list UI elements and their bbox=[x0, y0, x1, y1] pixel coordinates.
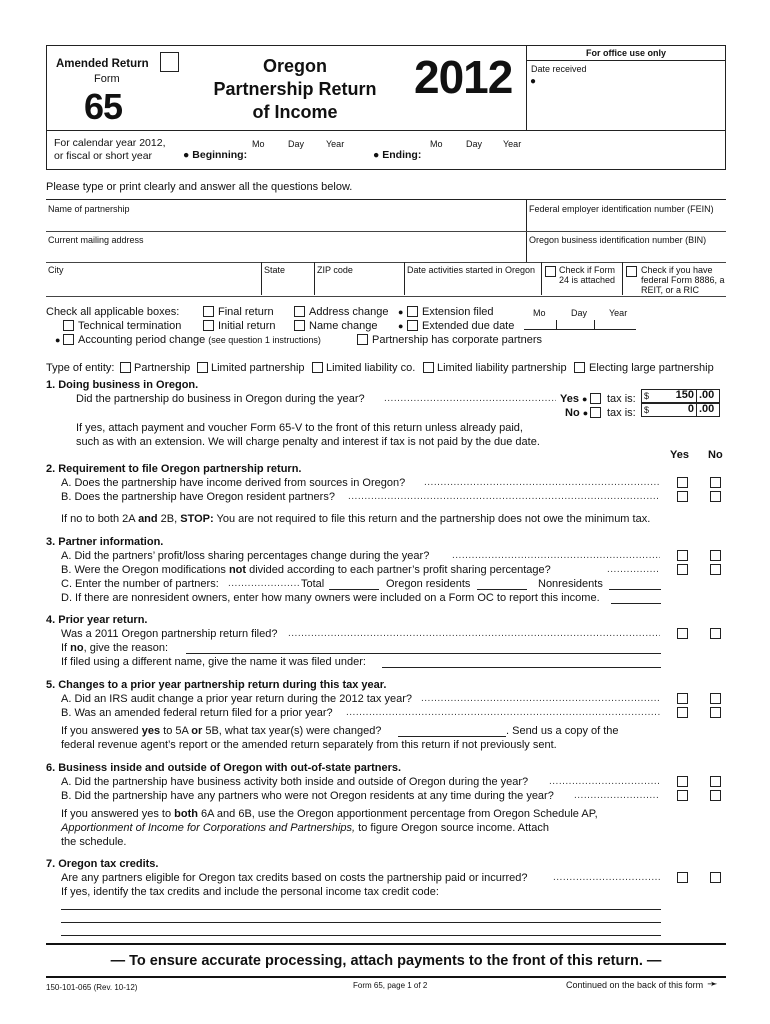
q5-followup-end: . Send us a copy of the bbox=[506, 725, 619, 737]
q7-text: Are any partners eligible for Oregon tax credits based on costs the partnership paid or incurred? bbox=[61, 872, 528, 884]
corporate-partners-checkbox[interactable] bbox=[357, 334, 368, 345]
bin-input[interactable] bbox=[529, 247, 724, 261]
form-number: 65 bbox=[84, 86, 123, 127]
q2b-no-checkbox[interactable] bbox=[710, 491, 721, 502]
q5-years-input[interactable] bbox=[398, 736, 506, 737]
partnership-checkbox[interactable] bbox=[120, 362, 131, 373]
q2-title: 2. Requirement to file Oregon partnership return. bbox=[46, 463, 302, 475]
leader-dots bbox=[228, 578, 300, 589]
q1-text: Did the partnership do business in Oregon during the year? bbox=[76, 393, 365, 405]
q5-title: 5. Changes to a prior year partnership return during this tax year. bbox=[46, 679, 387, 691]
q3c-residents-label: Oregon residents bbox=[386, 578, 471, 590]
q1-tax-yes-amount: 150 bbox=[675, 389, 694, 401]
form24-divider bbox=[622, 262, 623, 295]
limited-partnership-checkbox[interactable] bbox=[197, 362, 208, 373]
q2a-no-checkbox[interactable] bbox=[710, 477, 721, 488]
if-post: , give the reason: bbox=[83, 642, 169, 654]
yes-column-header: Yes bbox=[670, 449, 689, 461]
calendar-line-2: or fiscal or short year bbox=[54, 150, 153, 162]
q4-reason-label bbox=[61, 642, 168, 654]
arrow-right-icon: ➛ bbox=[707, 976, 718, 991]
leader-dots bbox=[384, 393, 556, 404]
end-mo: Mo bbox=[430, 139, 443, 149]
q3d-text: D. If there are nonresident owners, enter how many owners were included on a Form OC to report this income. bbox=[61, 592, 600, 604]
q2b-yes-checkbox[interactable] bbox=[677, 491, 688, 502]
name-change-checkbox[interactable] bbox=[294, 320, 305, 331]
office-rule bbox=[526, 60, 726, 61]
dollar-sign: $ bbox=[644, 391, 650, 401]
cents-divider bbox=[696, 403, 697, 417]
leader-dots bbox=[288, 628, 660, 639]
office-use-label: For office use only bbox=[585, 48, 666, 58]
p1-pre: If you answered yes to bbox=[61, 808, 175, 820]
q2a-text: A. Does the partnership have income derived from sources in Oregon? bbox=[61, 477, 406, 489]
header-divider-h bbox=[46, 130, 726, 131]
fields-bottom-rule bbox=[46, 296, 726, 297]
fein-label: Federal employer identification number (FEIN) bbox=[529, 204, 714, 214]
ans-mid: 5B, what tax year(s) were changed? bbox=[202, 725, 382, 737]
name-input[interactable] bbox=[48, 216, 524, 230]
leader-dots bbox=[452, 550, 660, 561]
address-label: Current mailing address bbox=[48, 235, 144, 245]
date-received-bullet-icon: ● bbox=[530, 76, 537, 87]
q3c-nonresidents-label: Nonresidents bbox=[538, 578, 603, 590]
accounting-change-label bbox=[78, 334, 321, 346]
date-received-label: Date received bbox=[531, 64, 587, 74]
q6a-yes-checkbox[interactable] bbox=[677, 776, 688, 787]
accounting-change-text: Accounting period change bbox=[78, 334, 206, 346]
name-label: Name of partnership bbox=[48, 204, 130, 214]
q7-title: 7. Oregon tax credits. bbox=[46, 858, 159, 870]
state-input[interactable] bbox=[264, 278, 312, 292]
q6b-yes-checkbox[interactable] bbox=[677, 790, 688, 801]
form-code: 150-101-065 (Rev. 10-12) bbox=[46, 983, 138, 992]
technical-termination-label: Technical termination bbox=[78, 320, 182, 332]
technical-termination-checkbox[interactable] bbox=[63, 320, 74, 331]
end-year: Year bbox=[503, 139, 522, 149]
electing-large-label: Electing large partnership bbox=[589, 362, 714, 374]
amended-checkbox[interactable] bbox=[160, 52, 179, 72]
stop-pre: If no to both 2A bbox=[61, 513, 139, 525]
extended-date-input[interactable] bbox=[524, 329, 636, 330]
ending-label bbox=[373, 149, 421, 161]
q2b-text: B. Does the partnership have Oregon resident partners? bbox=[61, 491, 335, 503]
initial-return-checkbox[interactable] bbox=[203, 320, 214, 331]
q1-tax-is-no: tax is: bbox=[607, 407, 636, 419]
q7-credits-line-3[interactable] bbox=[61, 935, 661, 936]
extended-day: Day bbox=[571, 308, 588, 318]
q4-yes-checkbox[interactable] bbox=[677, 628, 688, 639]
city-input[interactable] bbox=[48, 278, 258, 292]
date-started-input[interactable] bbox=[407, 278, 539, 292]
form24-label: Check if Form 24 is attached bbox=[559, 265, 616, 285]
q4-diff-label: If filed using a different name, give the name it was filed under: bbox=[61, 656, 366, 668]
zip-label: ZIP code bbox=[317, 265, 353, 275]
calendar-line-1: For calendar year 2012, bbox=[54, 137, 166, 149]
q3c-total-label: Total bbox=[301, 578, 325, 590]
q7-yes-checkbox[interactable] bbox=[677, 872, 688, 883]
extension-filed-label: Extension filed bbox=[422, 306, 494, 318]
banner-rule-bottom bbox=[46, 976, 726, 978]
electing-large-checkbox[interactable] bbox=[574, 362, 585, 373]
title-line-1: Oregon bbox=[262, 56, 327, 76]
ans-pre: If you answered bbox=[61, 725, 142, 737]
if-bold: no bbox=[70, 642, 84, 654]
instructions-text: Please type or print clearly and answer all the questions below. bbox=[46, 181, 353, 193]
q1-no-checkbox[interactable] bbox=[590, 407, 601, 418]
leader-dots bbox=[607, 564, 660, 575]
address-change-checkbox[interactable] bbox=[294, 306, 305, 317]
stop-mid: 2B, bbox=[157, 513, 181, 525]
page-number: Form 65, page 1 of 2 bbox=[353, 981, 428, 990]
q6-note-2 bbox=[61, 822, 549, 834]
ending-text: Ending: bbox=[382, 149, 422, 161]
extended-due-label: Extended due date bbox=[422, 320, 515, 332]
stop-bold: STOP: bbox=[180, 513, 214, 525]
stop-and: and bbox=[138, 513, 158, 525]
banner-rule-top bbox=[46, 943, 726, 945]
q1-note-1: If yes, attach payment and voucher Form 65-V to the front of this return unless already paid, bbox=[76, 422, 523, 434]
q7-no-checkbox[interactable] bbox=[710, 872, 721, 883]
date-started-label: Date activities started in Oregon bbox=[407, 265, 536, 275]
title-line-2: Partnership Return bbox=[213, 79, 377, 99]
bullet-icon: ● bbox=[183, 149, 193, 161]
leader-dots bbox=[421, 693, 660, 704]
title-line-3: of Income bbox=[252, 102, 338, 122]
leader-dots bbox=[348, 491, 660, 502]
zip-divider bbox=[404, 262, 405, 295]
q3b-no-checkbox[interactable] bbox=[710, 564, 721, 575]
final-return-checkbox[interactable] bbox=[203, 306, 214, 317]
q1-no-text: No bbox=[565, 407, 580, 419]
q4-title: 4. Prior year return. bbox=[46, 614, 148, 626]
continued-note: Continued on the back of this form bbox=[566, 980, 704, 990]
q1-tax-yes-cents: .00 bbox=[699, 389, 715, 401]
q1-tax-no-cents: .00 bbox=[699, 403, 715, 415]
q3a-yes-checkbox[interactable] bbox=[677, 550, 688, 561]
city-divider bbox=[261, 262, 262, 295]
end-day: Day bbox=[466, 139, 483, 149]
bullet-icon: ● bbox=[582, 408, 589, 418]
ending-date-input[interactable] bbox=[428, 149, 528, 163]
q3-title: 3. Partner information. bbox=[46, 536, 164, 548]
form24-checkbox[interactable] bbox=[545, 266, 556, 277]
q2a-yes-checkbox[interactable] bbox=[677, 477, 688, 488]
date-tick bbox=[594, 320, 595, 329]
beginning-label bbox=[183, 149, 247, 161]
address-change-label: Address change bbox=[309, 306, 389, 318]
q2-stop-note bbox=[61, 513, 650, 525]
q3b-pre: B. Were the Oregon modifications bbox=[61, 564, 229, 576]
fields-top-rule bbox=[46, 199, 726, 200]
bullet-icon: ● bbox=[398, 321, 404, 331]
leader-dots bbox=[549, 776, 660, 787]
form8886-label: Check if you have federal Form 8886, a REIT, or a RIC bbox=[641, 265, 725, 295]
q5a-no-checkbox[interactable] bbox=[710, 693, 721, 704]
see-q1-text: (see question 1 instructions) bbox=[208, 335, 321, 345]
p1-post: 6A and 6B, use the Oregon apportionment percentage from Oregon Schedule AP, bbox=[197, 808, 598, 820]
state-divider bbox=[314, 262, 315, 295]
q1-title: 1. Doing business in Oregon. bbox=[46, 379, 199, 391]
no-column-header: No bbox=[708, 449, 723, 461]
entity-label: Type of entity: bbox=[46, 362, 115, 374]
p2-post: to figure Oregon source income. Attach bbox=[355, 822, 549, 834]
q4-text: Was a 2011 Oregon partnership return filed? bbox=[61, 628, 278, 640]
initial-return-label: Initial return bbox=[218, 320, 276, 332]
q3a-no-checkbox[interactable] bbox=[710, 550, 721, 561]
q1-yes-text: Yes bbox=[560, 393, 579, 405]
corporate-partners-label: Partnership has corporate partners bbox=[372, 334, 542, 346]
llp-checkbox[interactable] bbox=[423, 362, 434, 373]
q7-credits-line-1[interactable] bbox=[61, 909, 661, 910]
p2-italic: Apportionment of Income for Corporations and Partnerships, bbox=[61, 822, 356, 834]
banner-text: — To ensure accurate processing, attach payments to the front of this return. — bbox=[110, 953, 662, 969]
begin-mo: Mo bbox=[252, 139, 265, 149]
date-divider bbox=[541, 262, 542, 295]
q3b-yes-checkbox[interactable] bbox=[677, 564, 688, 575]
q1-tax-is-yes: tax is: bbox=[607, 393, 636, 405]
ans-to: to 5A bbox=[160, 725, 192, 737]
form-label: Form bbox=[94, 73, 120, 85]
q6b-text: B. Did the partnership have any partners who were not Oregon residents at any time during the year? bbox=[61, 790, 554, 802]
q4-reason-input[interactable] bbox=[186, 653, 661, 654]
q4-diff-input[interactable] bbox=[382, 667, 661, 668]
q1-no-label bbox=[565, 407, 588, 419]
if-pre: If bbox=[61, 642, 71, 654]
q6b-no-checkbox[interactable] bbox=[710, 790, 721, 801]
q5a-text: A. Did an IRS audit change a prior year return during the 2012 tax year? bbox=[61, 693, 412, 705]
bullet-icon: ● bbox=[373, 149, 383, 161]
extended-year: Year bbox=[609, 308, 628, 318]
q6a-no-checkbox[interactable] bbox=[710, 776, 721, 787]
q5b-no-checkbox[interactable] bbox=[710, 707, 721, 718]
calendar-year-note bbox=[54, 137, 165, 163]
q7-id-text: If yes, identify the tax credits and include the personal income tax credit code: bbox=[61, 886, 439, 898]
accounting-change-checkbox[interactable] bbox=[63, 334, 74, 345]
leader-dots bbox=[346, 707, 660, 718]
llc-label: Limited liability co. bbox=[326, 362, 416, 374]
q1-yes-checkbox[interactable] bbox=[590, 393, 601, 404]
ans-yes: yes bbox=[141, 725, 161, 737]
p1-both: both bbox=[174, 808, 198, 820]
extended-mo: Mo bbox=[533, 308, 546, 318]
q3c-text: C. Enter the number of partners: bbox=[61, 578, 219, 590]
q3b-text bbox=[61, 564, 551, 576]
q3d-input[interactable] bbox=[611, 603, 661, 604]
beginning-text: Beginning: bbox=[192, 149, 248, 161]
q6-note-3: the schedule. bbox=[61, 836, 127, 848]
q7-credits-line-2[interactable] bbox=[61, 922, 661, 923]
name-change-label: Name change bbox=[309, 320, 378, 332]
q3b-bold: not bbox=[228, 564, 247, 576]
ans-or: or bbox=[191, 725, 203, 737]
q3a-text: A. Did the partners’ profit/loss sharing percentages change during the year? bbox=[61, 550, 430, 562]
q3c-residents-input[interactable] bbox=[477, 589, 527, 590]
q1-tax-no-amount: 0 bbox=[687, 403, 694, 415]
q3b-post: divided according to each partner’s profit sharing percentage? bbox=[246, 564, 551, 576]
stop-post: You are not required to file this return and the partnership does not owe the minimum tax. bbox=[213, 513, 651, 525]
dollar-sign: $ bbox=[644, 405, 650, 415]
q1-yes-label bbox=[560, 393, 587, 405]
fields-rule-3 bbox=[46, 262, 726, 263]
partnership-label: Partnership bbox=[134, 362, 191, 374]
llp-label: Limited liability partnership bbox=[437, 362, 567, 374]
begin-year: Year bbox=[326, 139, 345, 149]
llc-checkbox[interactable] bbox=[312, 362, 323, 373]
q5-followup-2: federal revenue agent’s report or the amended return separately from this return if not previously sent. bbox=[61, 739, 557, 751]
leader-dots bbox=[553, 872, 660, 883]
cents-divider bbox=[696, 389, 697, 403]
begin-day: Day bbox=[288, 139, 305, 149]
date-tick bbox=[556, 320, 557, 329]
city-label: City bbox=[48, 265, 64, 275]
amended-label: Amended Return bbox=[56, 58, 149, 70]
beginning-date-input[interactable] bbox=[250, 149, 350, 163]
bullet-icon: ● bbox=[398, 307, 404, 317]
q4-no-checkbox[interactable] bbox=[710, 628, 721, 639]
fields-rule-2 bbox=[46, 231, 726, 232]
q5a-yes-checkbox[interactable] bbox=[677, 693, 688, 704]
q5b-yes-checkbox[interactable] bbox=[677, 707, 688, 718]
tax-year: 2012 bbox=[414, 51, 513, 103]
state-label: State bbox=[264, 265, 286, 275]
fein-input[interactable] bbox=[529, 216, 724, 230]
q5-followup bbox=[61, 725, 381, 737]
limited-partnership-label: Limited partnership bbox=[211, 362, 305, 374]
bin-label: Oregon business identification number (BIN) bbox=[529, 235, 707, 245]
q3c-nonresidents-input[interactable] bbox=[609, 589, 661, 590]
leader-dots bbox=[574, 790, 660, 801]
q3c-total-input[interactable] bbox=[329, 589, 379, 590]
q5b-text: B. Was an amended federal return filed for a prior year? bbox=[61, 707, 333, 719]
form8886-checkbox[interactable] bbox=[626, 266, 637, 277]
q1-note-2: such as with an extension. We will charge penalty and interest if tax is not paid by the due date. bbox=[76, 436, 540, 448]
q6-title: 6. Business inside and outside of Oregon with out-of-state partners. bbox=[46, 762, 402, 774]
bullet-icon: ● bbox=[582, 394, 588, 404]
zip-input[interactable] bbox=[317, 278, 402, 292]
q6-note-1 bbox=[61, 808, 598, 820]
address-input[interactable] bbox=[48, 247, 524, 261]
extended-due-checkbox[interactable] bbox=[407, 320, 418, 331]
leader-dots bbox=[424, 477, 660, 488]
q6a-text: A. Did the partnership have business activity both inside and outside of Oregon during the year? bbox=[61, 776, 529, 788]
bullet-icon: ● bbox=[55, 335, 61, 345]
final-return-label: Final return bbox=[218, 306, 274, 318]
applicable-label: Check all applicable boxes: bbox=[46, 306, 180, 318]
form-title bbox=[205, 55, 385, 124]
extension-filed-checkbox[interactable] bbox=[407, 306, 418, 317]
